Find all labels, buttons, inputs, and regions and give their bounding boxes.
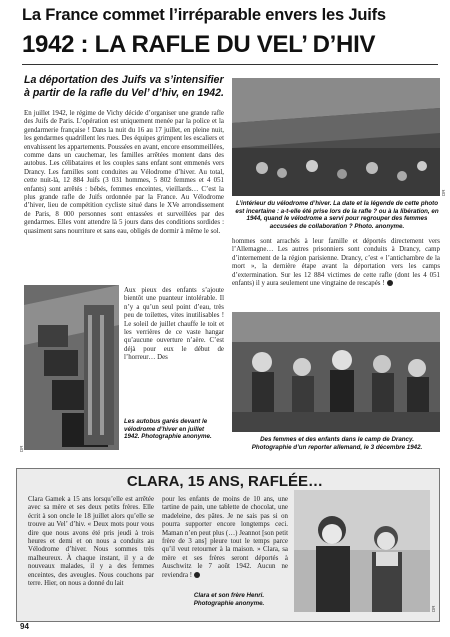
buses-photo-credit: DR bbox=[19, 445, 24, 452]
velodrome-photo-credit: DR bbox=[441, 189, 446, 196]
article-body-col2 bbox=[232, 238, 440, 288]
clara-end-bullet-icon bbox=[194, 572, 200, 578]
velodrome-photo bbox=[232, 78, 440, 196]
clara-body-col1: Clara Gamek a 15 ans lorsqu’elle est arrêtée avec sa mère et ses deux petits frères. Elle écrit à son oncle le 18 juillet alors qu’elle se trouve au Vel’ d’hiv. « Deux mots pour vous dire que nous avons été pris jeudi à trois heures et demi et on nous a conduits au Vélodrome d’hiver. Nous sommes très malheureux. À chaque instant, il y a de nouveaux malades, il y a des femmes enceintes, des aveugles. Nous couchons par terre. Hier, on nous a donné du lait bbox=[28, 496, 154, 588]
end-bullet-icon bbox=[387, 280, 393, 286]
article-body-col2-text: hommes sont arrachés à leur famille et déportés directement vers l’Allemagne… Les autres prisonniers sont conduits à Drancy, camp d’internement de la région parisienne. Drancy, c’est « l’antichambre de la mort », la dernière étape avant la déportation vers les camps d’extermination. Sur les 12 884 victimes de cette rafle (dont les 4 051 enfants) il y aura seulement une vingtaine de rescapés ! bbox=[232, 238, 440, 288]
article-title: 1942 : LA RAFLE DU VEL’ D’HIV bbox=[22, 31, 376, 58]
drancy-photo bbox=[232, 312, 440, 432]
buses-photo bbox=[24, 285, 119, 450]
article-body-col1: En juillet 1942, le régime de Vichy décide d’organiser une grande rafle des Juifs de Paris. L’opération est uniquement menée par la police et la gendarmerie française ! Dans la nuit du 16 au 17 juillet, en pleine nuit, les gendarmes quadrillent les rues. Des équipes grimpent les escaliers et envahissent les appartements. Poussées en avant, encore ensommeillées, comme dans un cauchemar, les familles arrêtées montent dans des autobus. Les célibataires et les couples sans enfant sont emmenés vers Drancy. Les familles sont conduites au Vélodrome d’hiver. Au total, cette nuit-là, 12 884 Juifs (3 031 hommes, 5 802 femmes et 4 051 enfants) sont arrêtés : bébés, femmes enceintes, vieillards… C’est la plus grande rafle de Juifs ordonnée par la France. Au Vélodrome d’hiver, lieu de compétition cycliste situé dans le XVe arrondissement de Paris, 8 000 personnes sont entassées et surveillées par des gendarmes. Elles vont attendre là 5 jours dans des conditions sordides : quasiment sans nourriture et sans eau, obligés de dormir à même le sol. bbox=[24, 110, 224, 235]
article-body-col1-wrap: Aux pieux des enfants s’ajoute bientôt une puanteur intolérable. Il n’y a qu’un seul point d’eau, très peu de toilettes, vites inutilisables ! Le soleil de juillet chauffe le toit et les verrières de ce vaste hangar qu’aucune ouverture n’aère. C’est déjà pour eux le début de l’horreur… Des bbox=[124, 287, 224, 362]
clara-photo-credit: DR bbox=[431, 605, 436, 612]
drancy-caption-line1: Des femmes et des enfants dans le camp de Drancy. bbox=[260, 436, 414, 443]
clara-body-col2-text: pour les enfants de moins de 10 ans, une tartine de pain, une tablette de chocolat, une madeleine, des pâtes. Je ne sais pas si on pourra supporter encore longtemps ceci. Maman n’en peut plus (…) Jeannot [son petit frère de 3 ans] pleure tout le temps parce qu’il veut retourner à la maison. » Clara, sa mère et ses frères seront déportés à Auschwitz le 7 août 1942. Aucun ne reviendra ! bbox=[162, 496, 288, 579]
velodrome-caption: L’intérieur du vélodrome d’hiver. La date et la légende de cette photo est incertaine : a-t-elle été prise lors de la rafle ? ou à la libération, en 1944, quand le vélodrome a servi pour regrouper des femmes accusées de collaboration ? Photo. anonyme. bbox=[235, 200, 439, 230]
drancy-caption-line2: Photographie d’un reporter allemand, le 3 décembre 1942. bbox=[251, 443, 423, 451]
clara-caption bbox=[170, 592, 288, 607]
velodrome-photo-illustration bbox=[232, 78, 440, 196]
article-lede: La déportation des Juifs va s’intensifier à partir de la rafle du Vel’ d’hiv, en 1942. bbox=[24, 74, 224, 99]
title-rule bbox=[22, 64, 438, 65]
clara-section-title: CLARA, 15 ANS, RAFLÉE… bbox=[126, 473, 324, 490]
clara-caption-line2: Photographie anonyme. bbox=[193, 599, 265, 607]
clara-photo-illustration bbox=[294, 490, 430, 612]
drancy-caption bbox=[234, 436, 440, 451]
clara-body-col2 bbox=[162, 496, 288, 580]
page-number: 94 bbox=[20, 622, 29, 631]
drancy-photo-illustration bbox=[232, 312, 440, 432]
article-supertitle: La France commet l’irréparable envers les Juifs bbox=[22, 6, 386, 24]
clara-caption-line1: Clara et son frère Henri. bbox=[193, 592, 265, 599]
clara-photo bbox=[294, 490, 430, 612]
buses-photo-illustration bbox=[24, 285, 119, 450]
buses-caption: Les autobus garés devant le vélodrome d’hiver en juillet 1942. Photographie anonyme. bbox=[124, 418, 212, 441]
